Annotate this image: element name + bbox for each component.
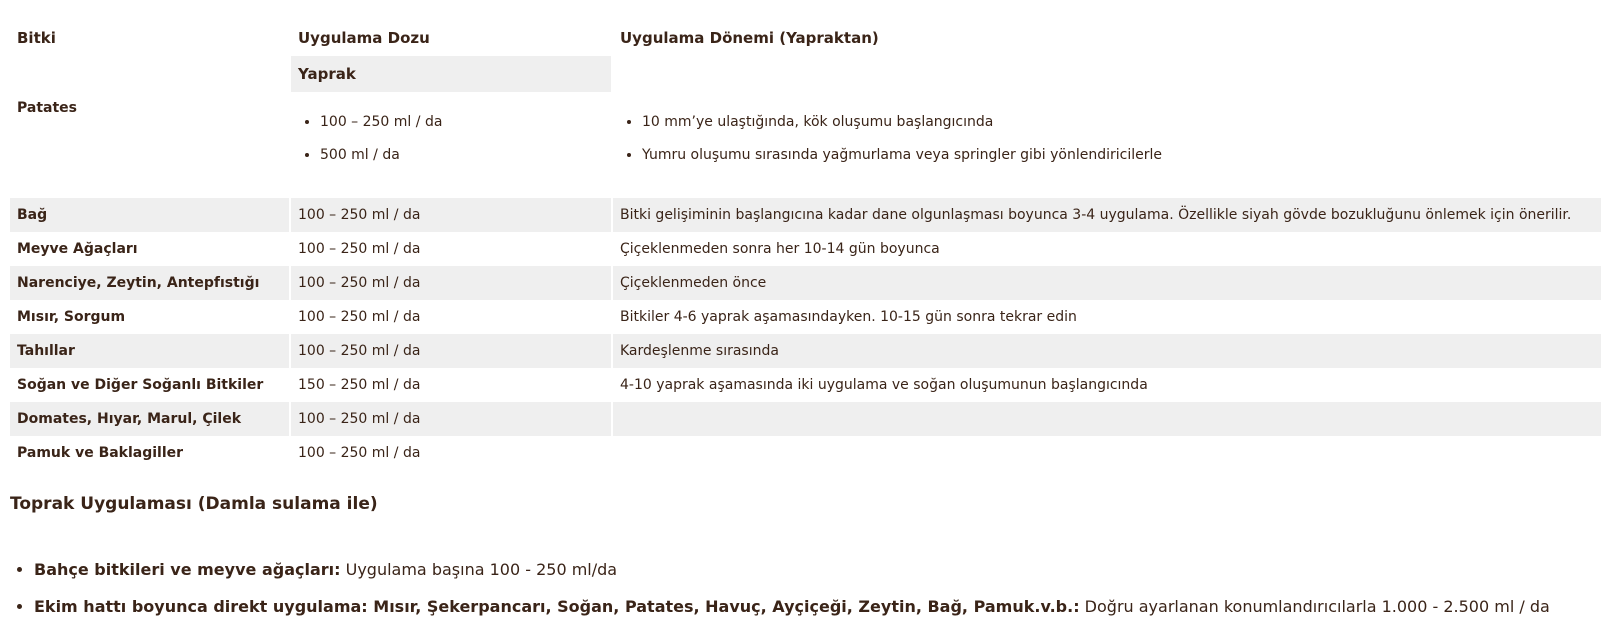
- crop-cell: Soğan ve Diğer Soğanlı Bitkiler: [10, 368, 291, 402]
- list-item: [34, 551, 1603, 588]
- dose-cell: 100 – 250 ml / da: [291, 198, 613, 232]
- dose-cell: 100 – 250 ml / da: [291, 232, 613, 266]
- dosage-table: [10, 20, 1603, 470]
- table-row: [10, 92, 1603, 198]
- crop-cell: Narenciye, Zeytin, Antepfıstığı: [10, 266, 291, 300]
- crop-cell: Mısır, Sorgum: [10, 300, 291, 334]
- table-row: [10, 368, 1603, 402]
- list-item: [34, 588, 1603, 625]
- dose-cell: [291, 92, 613, 198]
- dose-cell: 100 – 250 ml / da: [291, 402, 613, 436]
- header-crop: Bitki: [10, 20, 291, 56]
- period-cell: 4-10 yaprak aşamasında iki uygulama ve soğan oluşumunun başlangıcında: [613, 368, 1603, 402]
- period-cell: Çiçeklenmeden önce: [613, 266, 1603, 300]
- subheader-empty: [10, 56, 291, 92]
- crop-cell: Bağ: [10, 198, 291, 232]
- crop-cell: Meyve Ağaçları: [10, 232, 291, 266]
- period-cell: Kardeşlenme sırasında: [613, 334, 1603, 368]
- dose-list-item: • 500 ml / da: [320, 139, 604, 172]
- subheader-yaprak: Yaprak: [291, 56, 613, 92]
- list-item-label: Ekim hattı boyunca direkt uygulama: Mısır, Şekerpancarı, Soğan, Patates, Havuç, Ayçiçeği, Zeytin, Bağ, Pamuk.v.b.:: [34, 597, 1080, 616]
- table-row: [10, 334, 1603, 368]
- crop-cell: Patates: [10, 92, 291, 198]
- header-period: Uygulama Dönemi (Yapraktan): [613, 20, 1603, 56]
- table-subheader-row: [10, 56, 1603, 92]
- table-row: [10, 300, 1603, 334]
- period-cell: [613, 402, 1603, 436]
- crop-cell: Domates, Hıyar, Marul, Çilek: [10, 402, 291, 436]
- dose-cell: 100 – 250 ml / da: [291, 266, 613, 300]
- list-item-text: Doğru ayarlanan konumlandırıcılarla 1.000 - 2.500 ml / da: [1079, 597, 1550, 616]
- period-list: [620, 106, 1594, 172]
- soil-section-title: Toprak Uygulaması (Damla sulama ile): [10, 494, 378, 514]
- subheader-empty: [613, 56, 1603, 92]
- period-cell: Bitki gelişiminin başlangıcına kadar dane olgunlaşması boyunca 3-4 uygulama. Özellikle siyah gövde bozukluğunu önlemek için önerilir.: [613, 198, 1603, 232]
- list-item-text: Uygulama başına 100 - 250 ml/da: [340, 560, 618, 579]
- soil-application-list: [10, 551, 1603, 625]
- dose-cell: 100 – 250 ml / da: [291, 334, 613, 368]
- dose-list-item: • 100 – 250 ml / da: [320, 106, 604, 139]
- table-row: [10, 266, 1603, 300]
- table-row: [10, 232, 1603, 266]
- table-row: [10, 198, 1603, 232]
- period-list-item: • 10 mm’ye ulaştığında, kök oluşumu başlangıcında: [642, 106, 1594, 139]
- period-cell: [613, 436, 1603, 470]
- period-cell: [613, 92, 1603, 198]
- crop-cell: Pamuk ve Baklagiller: [10, 436, 291, 470]
- dose-list: [298, 106, 604, 172]
- list-item-label: Bahçe bitkileri ve meyve ağaçları:: [34, 560, 341, 579]
- period-cell: Bitkiler 4-6 yaprak aşamasındayken. 10-15 gün sonra tekrar edin: [613, 300, 1603, 334]
- period-cell: Çiçeklenmeden sonra her 10-14 gün boyunca: [613, 232, 1603, 266]
- dose-cell: 100 – 250 ml / da: [291, 300, 613, 334]
- table-row: [10, 436, 1603, 470]
- header-dose: Uygulama Dozu: [291, 20, 613, 56]
- dose-cell: 100 – 250 ml / da: [291, 436, 613, 470]
- period-list-item: • Yumru oluşumu sırasında yağmurlama veya springler gibi yönlendiricilerle: [642, 139, 1594, 172]
- table-row: [10, 402, 1603, 436]
- crop-cell: Tahıllar: [10, 334, 291, 368]
- table-header-row: [10, 20, 1603, 56]
- dose-cell: 150 – 250 ml / da: [291, 368, 613, 402]
